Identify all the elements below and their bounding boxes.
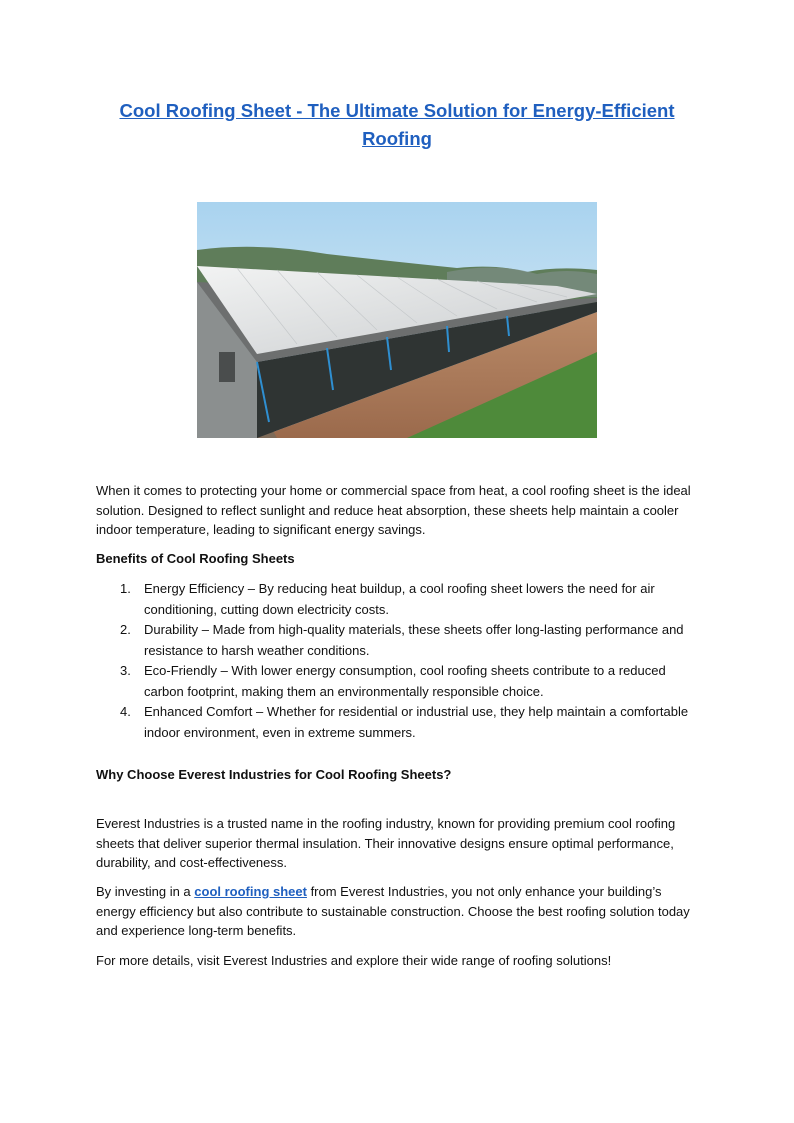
- page-title[interactable]: Cool Roofing Sheet - The Ultimate Solution for Energy-Efficient Roofing: [119, 100, 675, 149]
- list-item: [96, 661, 698, 702]
- why-heading: Why Choose Everest Industries for Cool Roofing Sheets?: [96, 767, 452, 782]
- list-item-text: Enhanced Comfort – Whether for residential or industrial use, they help maintain a comfortable indoor environment, even in extreme summers.: [144, 704, 689, 740]
- list-item-text: Eco-Friendly – With lower energy consumption, cool roofing sheets contribute to a reduced carbon footprint, making them an environmentally responsible choice.: [144, 663, 666, 699]
- list-item-number: 2.: [120, 622, 131, 637]
- intro-paragraph: When it comes to protecting your home or commercial space from heat, a cool roofing sheet is the ideal solution. Designed to reflect sunlight and reduce heat absorption, these sheets help maintain a cooler indoor temperature, leading to significant energy savings.: [96, 483, 691, 537]
- invest-text-after: from Everest Industries, you not only enhance your building’s energy efficiency but also contribute to sustainable construction. Choose the best roofing solution today and experience long-term benefits.: [96, 884, 690, 938]
- hero-image: [197, 202, 597, 438]
- cool-roofing-sheet-link[interactable]: cool roofing sheet: [194, 884, 307, 899]
- list-item-text: Energy Efficiency – By reducing heat buildup, a cool roofing sheet lowers the need for air conditioning, cutting down electricity costs.: [144, 581, 655, 617]
- list-item-number: 1.: [120, 581, 131, 596]
- benefits-heading: Benefits of Cool Roofing Sheets: [96, 551, 295, 566]
- invest-text-before: By investing in a: [96, 884, 195, 899]
- invest-paragraph: [96, 882, 698, 941]
- closing-paragraph: For more details, visit Everest Industries and explore their wide range of roofing solutions!: [96, 953, 612, 968]
- list-item-text: Durability – Made from high-quality materials, these sheets offer long-lasting performance and resistance to harsh weather conditions.: [144, 622, 684, 658]
- list-item: [96, 620, 698, 661]
- benefits-list: [96, 579, 698, 743]
- roofing-shed-photo-icon: [197, 202, 597, 438]
- list-item-number: 4.: [120, 704, 131, 719]
- list-item-number: 3.: [120, 663, 131, 678]
- why-paragraph: Everest Industries is a trusted name in the roofing industry, known for providing premium cool roofing sheets that deliver superior thermal insulation. Their innovative designs ensure optimal performance, durability, and cost-effectiveness.: [96, 816, 676, 870]
- list-item: [96, 702, 698, 743]
- list-item: [96, 579, 698, 620]
